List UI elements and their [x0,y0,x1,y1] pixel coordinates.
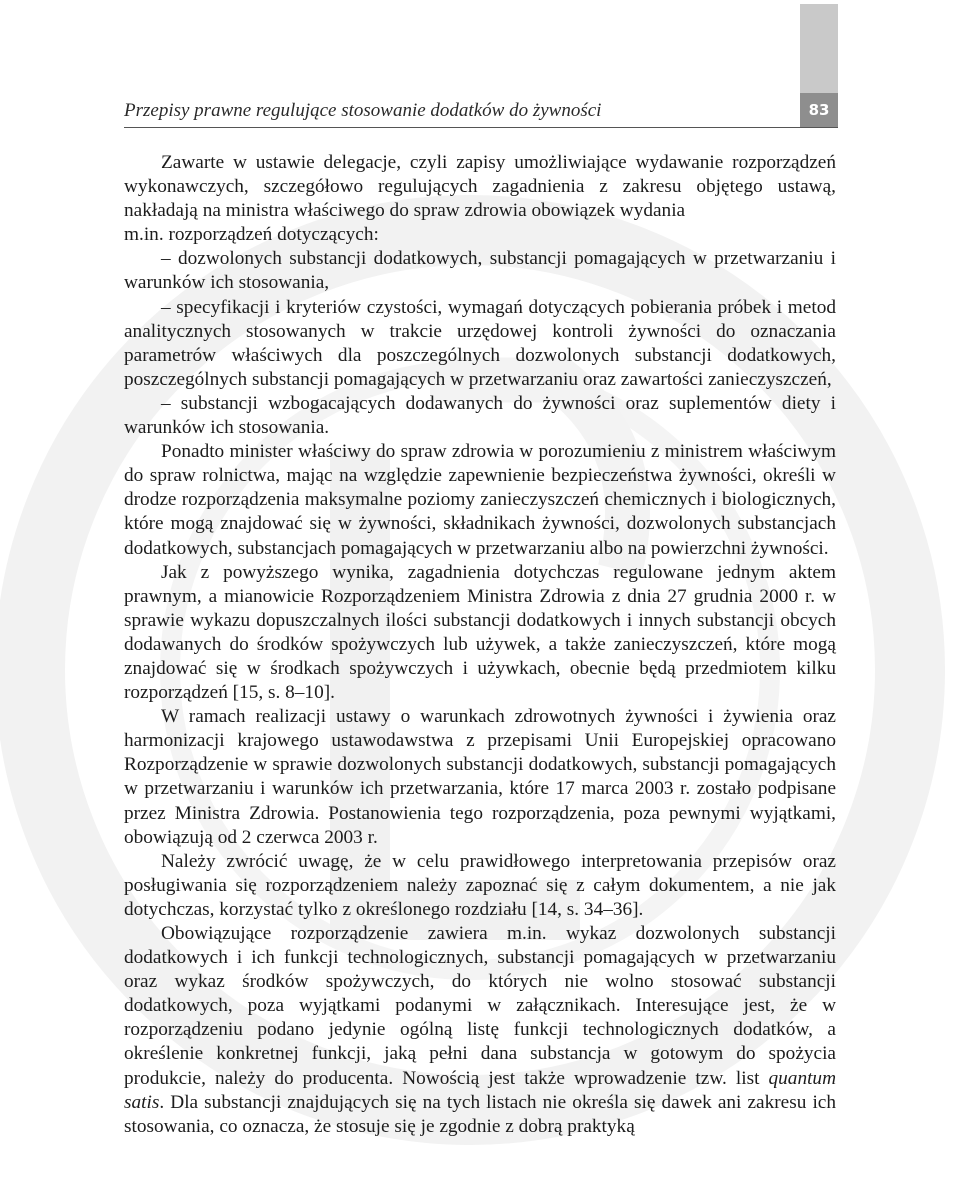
paragraph: Należy zwrócić uwagę, że w celu prawidłowego interpretowania przepisów oraz posługiwania się rozporządzeniem należy zapoznać się z całym dokumentem, a nie jak dotychczas, korzystać tylko z określonego rozdziału [14, s. 34–36]. [124,850,836,920]
paragraph: Jak z powyższego wynika, zagadnienia dotychczas regulowane jednym aktem prawnym, a mianowicie Rozporządzeniem Ministra Zdrowia z dnia 27 grudnia 2000 r. w sprawie wykazu dopuszczalnych ilości substancji dodatkowych i innych substancji obcych dodawanych do środków spożywczych lub używek, a także zanieczyszczeń, które mogą znajdować się w środkach spożywczych i używkach, obecnie będą przedmiotem kilku rozporządzeń [15, s. 8–10]. [124,561,836,704]
list-item: – specyfikacji i kryteriów czystości, wymagań dotyczących pobierania próbek i metod analitycznych stosowanych w trakcie urzędowej kontroli żywności do oznaczania parametrów właściwych dla poszczególnych dozwolonych substancji dodatkowych, poszczególnych substancji pomagających w przetwarzaniu oraz zawartości zanieczyszczeń, [124,296,836,390]
paragraph [124,922,836,1139]
paragraph: m.in. rozporządzeń dotyczących: [124,224,379,246]
paragraph: Ponadto minister właściwy do spraw zdrowia w porozumieniu z ministrem właściwym do spraw rolnictwa, mając na względzie zapewnienie bezpieczeństwa żywności, określi w drodze rozporządzenia maksymalne poziomy zanieczyszczeń chemicznych i biologicznych, które mogą znajdować się w żywności, składnikach żywności, dozwolonych substancjach dodatkowych, substancjach pomagających w przetwarzaniu albo na powierzchni żywności. [124,441,836,559]
list-item: – substancji wzbogacających dodawanych do żywności oraz suplementów diety i warunków ich stosowania. [124,392,836,439]
header-rule [124,127,838,128]
body-text [124,151,836,1139]
paragraph-tail: . Dla substancji znajdujących się na tych listach nie określa się dawek ani zakresu ich stosowania, co oznacza, że stosuje się je zgodnie z dobrą praktyką [124,1091,836,1137]
italic-term: quantum satis [124,1067,836,1113]
paragraph: W ramach realizacji ustawy o warunkach zdrowotnych żywności i żywienia oraz harmonizacji krajowego ustawodawstwa z przepisami Unii Europejskiej opracowano Rozporządzenie w sprawie dozwolonych substancji dodatkowych, substancji pomagających w przetwarzaniu i warunków ich przetwarzania, które 17 marca 2003 r. zostało podpisane przez Ministra Zdrowia. Postanowienia tego rozporządzenia, poza pewnymi wyjątkami, obowiązują od 2 czerwca 2003 r. [124,706,836,848]
running-title: Przepisy prawne regulujące stosowanie dodatków do żywności [124,100,602,121]
paragraph: Zawarte w ustawie delegacje, czyli zapisy umożliwiające wydawanie rozporządzeń wykonawczych, szczegółowo regulujących zagadnienia z zakresu objętego ustawą, nakładają na ministra właściwego do spraw zdrowia obowiązek wydania [124,152,836,222]
paragraph-text: Obowiązujące rozporządzenie zawiera m.in. wykaz dozwolonych substancji dodatkowych i ich funkcji technologicznych, substancji pomagających w przetwarzaniu oraz wykaz środków spożywczych, do których nie wolno stosować substancji dodatkowych, poza wyjątkami podanymi w załącznikach. Interesujące jest, że w rozporządzeniu podano jedynie ogólną listę funkcji technologicznych dodatków, a określenie konkretnej funkcji, jaką pełni dana substancja w gotowym do spożycia produkcie, należy do producenta. Nowością jest także wprowadzenie tzw. list [124,923,836,1089]
list-item: – dozwolonych substancji dodatkowych, substancji pomagających w przetwarzaniu i warunków ich stosowania, [124,248,836,294]
page-number: 83 [800,93,838,127]
